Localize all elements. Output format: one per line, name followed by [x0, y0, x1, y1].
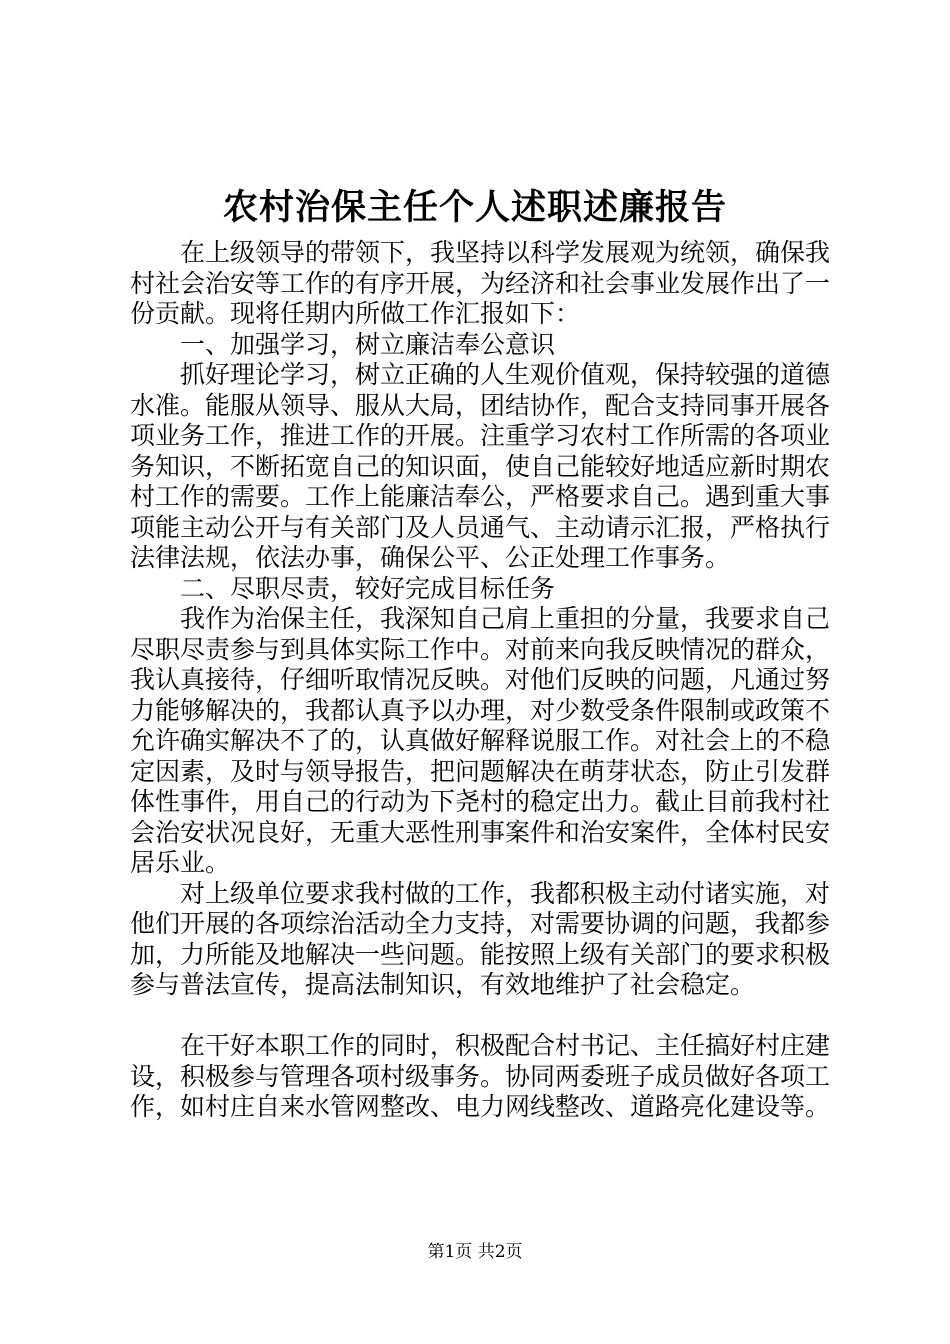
paragraph-intro: 在上级领导的带领下，我坚持以科学发展观为统领，确保我村社会治安等工作的有序开展，为经济和社会事业发展作出了一份贡献。现将任期内所做工作汇报如下：	[130, 238, 831, 328]
paragraph-gap	[130, 1001, 830, 1032]
paragraph-study: 抓好理论学习，树立正确的人生观价值观，保持较强的道德水准。能服从领导、服从大局，团结协作，配合支持同事开展各项业务工作，推进工作的开展。注重学习农村工作所需的各项业务知识，不断拓宽自己的知识面，使自己能较好地适应新时期农村工作的需要。工作上能廉洁奉公，严格要求自己。遇到重大事项能主动公开与有关部门及人员通气、主动请示汇报，严格执行法律法规，依法办事，确保公平、公正处理工作事务。	[130, 360, 831, 572]
paragraph-village-construction: 在干好本职工作的同时，积极配合村书记、主任搞好村庄建设，积极参与管理各项村级事务。协同两委班子成员做好各项工作，如村庄自来水管网整改、电力网线整改、道路亮化建设等。	[130, 1031, 831, 1121]
document-title: 农村治保主任个人述职述廉报告	[222, 187, 727, 228]
document-body	[130, 238, 830, 1123]
page-number-footer: 第1页 共2页	[427, 1242, 523, 1262]
paragraph-duty: 我作为治保主任，我深知自己肩上重担的分量，我要求自己尽职尽责参与到具体实际工作中。对前来向我反映情况的群众，我认真接待，仔细听取情况反映。对他们反映的问题，凡通过努力能够解决的，我都认真予以办理，对少数受条件限制或政策不允许确实解决不了的，认真做好解释说服工作。对社会上的不稳定因素，及时与领导报告，把问题解决在萌芽状态，防止引发群体性事件，用自己的行动为下尧村的稳定出力。截止目前我村社会治安状况良好，无重大恶性刑事案件和治安案件，全体村民安居乐业。	[130, 604, 831, 877]
section-heading-2: 二、尽职尽责，较好完成目标任务	[180, 573, 556, 603]
paragraph-superior-work: 对上级单位要求我村做的工作，我都积极主动付诸实施，对他们开展的各项综治活动全力支持，对需要协调的问题，我都参加，力所能及地解决一些问题。能按照上级有关部门的要求积极参与普法宣传，提高法制知识，有效地维护了社会稳定。	[130, 878, 831, 999]
section-heading-1: 一、加强学习，树立廉洁奉公意识	[180, 329, 556, 359]
